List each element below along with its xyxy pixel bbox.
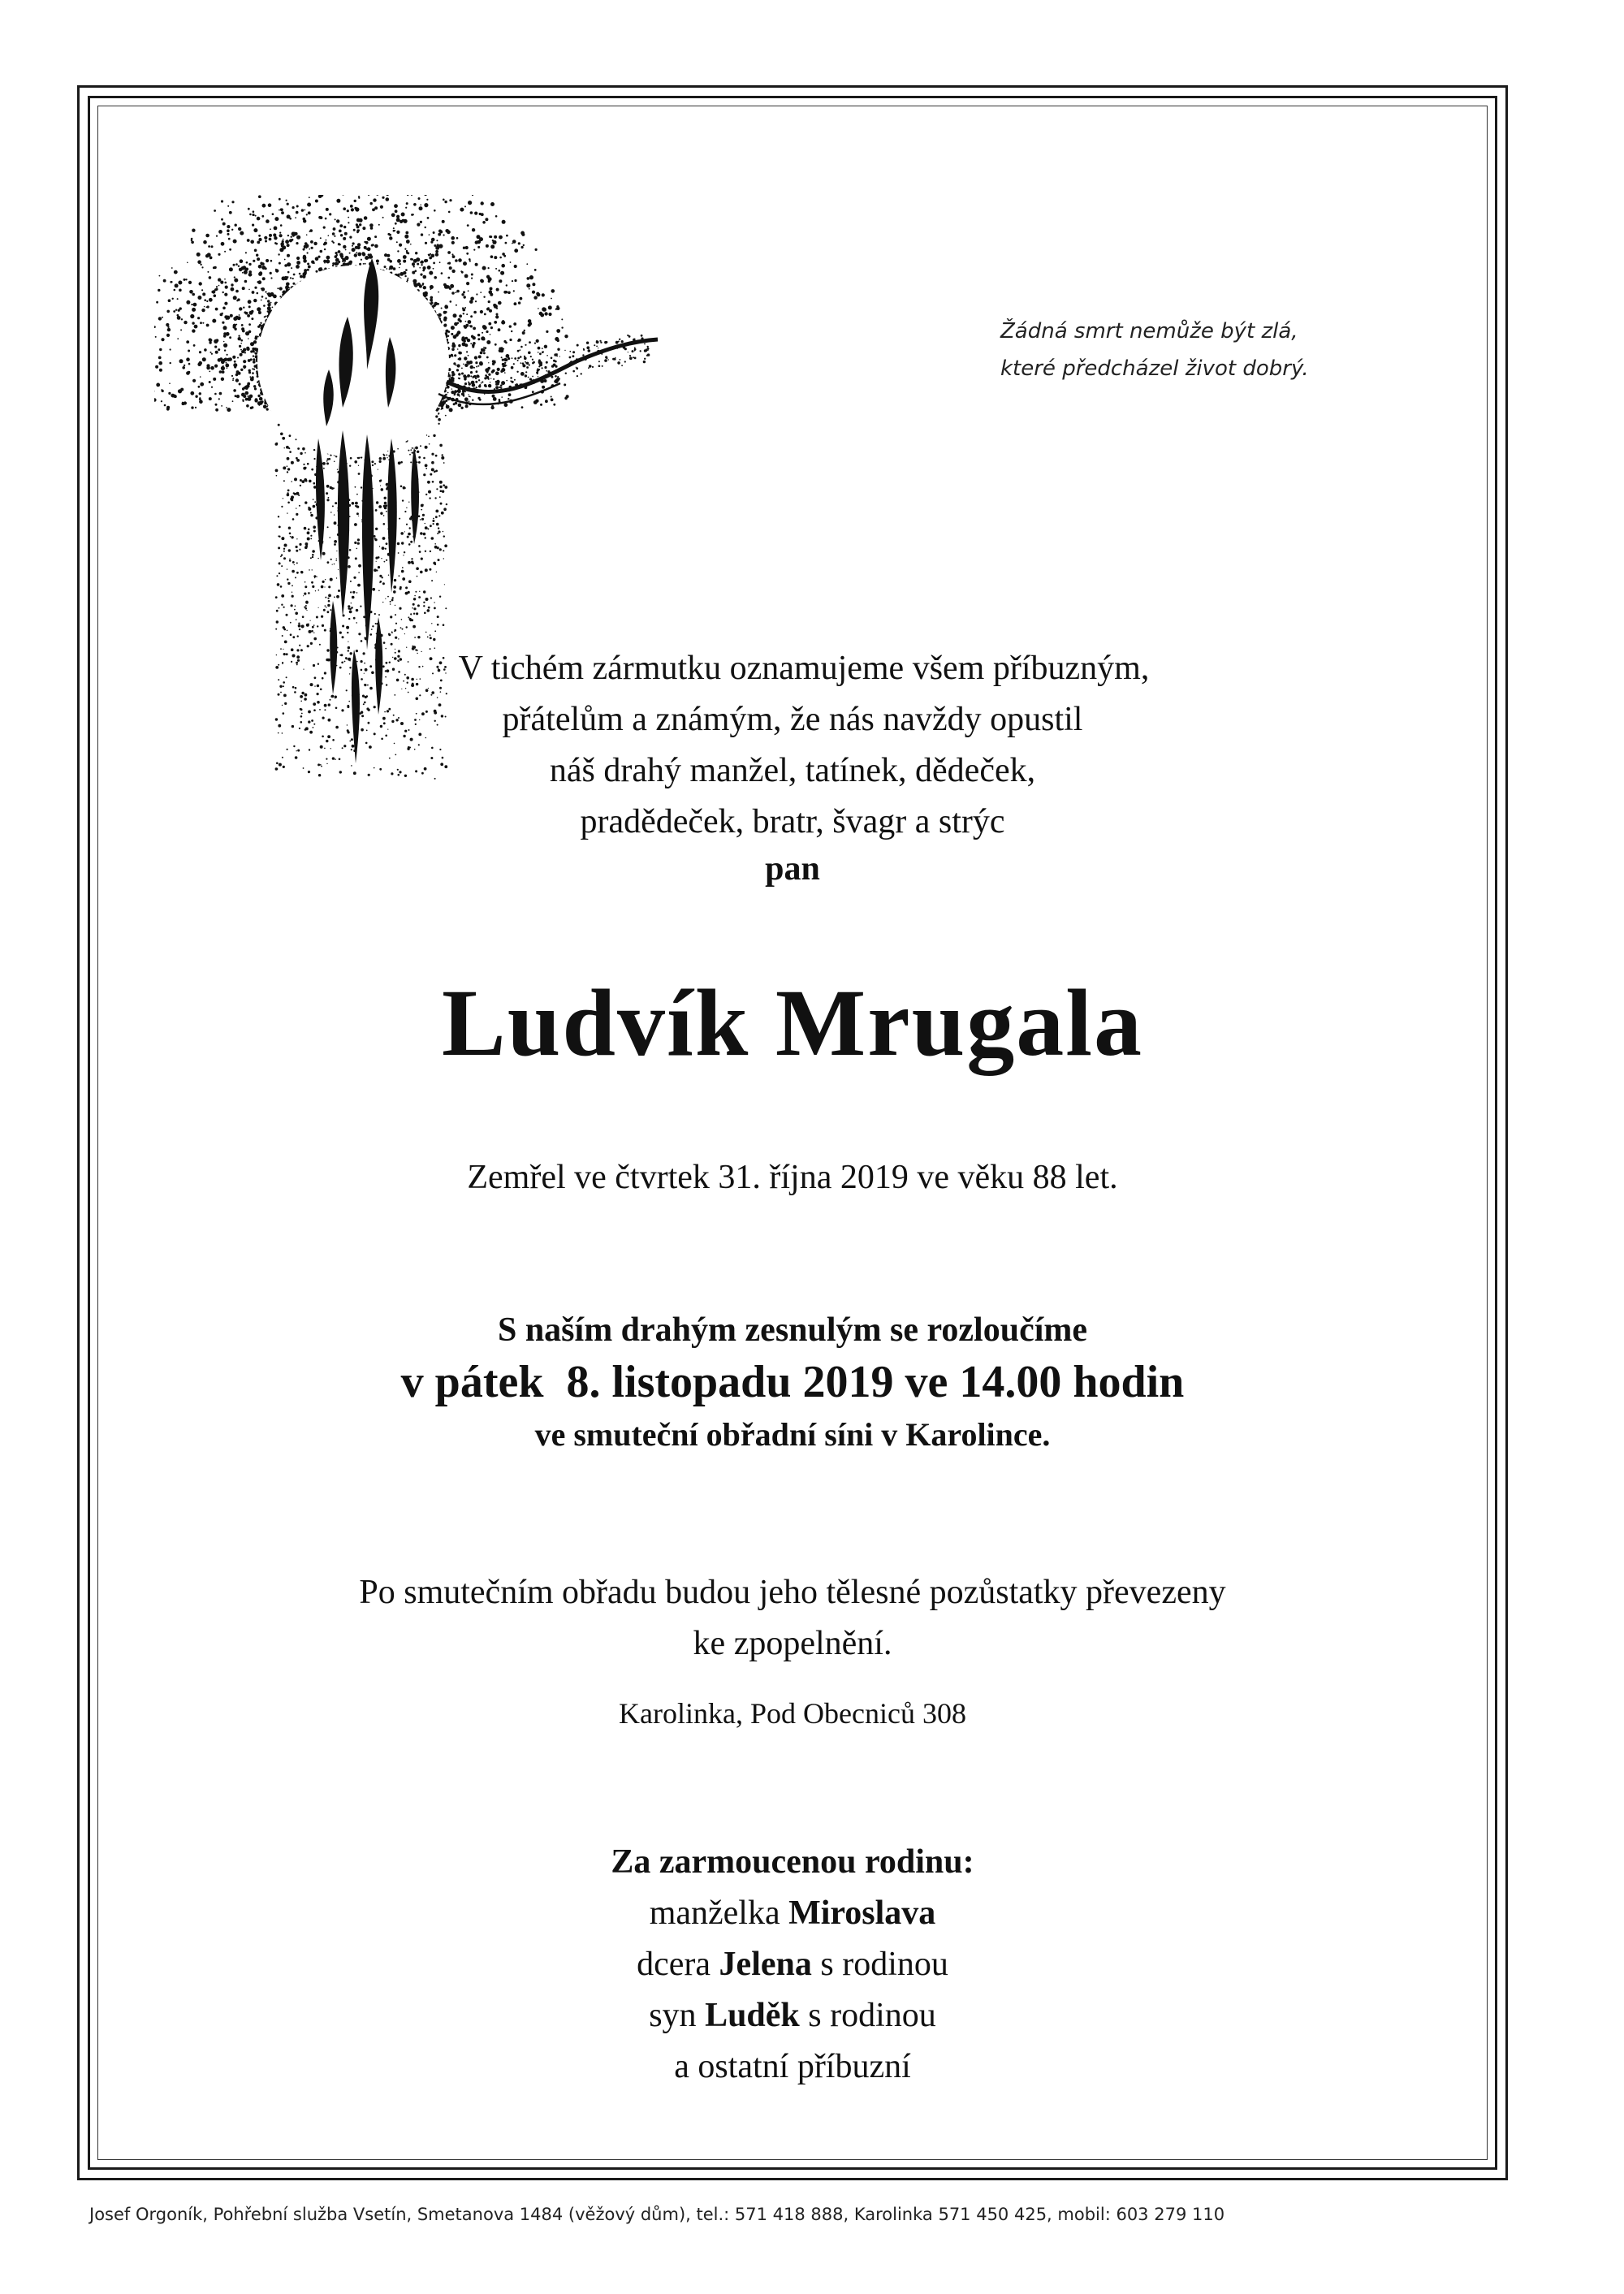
- family-heading: Za zarmoucenou rodinu:: [611, 1843, 974, 1881]
- intro-line-1: V tichém zármutku oznamujeme všem příbuzným,: [458, 650, 1150, 687]
- family-wife: [97, 1888, 1488, 1939]
- intro-text: [97, 643, 1488, 848]
- footer-funeral-service: Josef Orgoník, Pohřební služba Vsetín, Smetanova 1484 (věžový dům), tel.: 571 418 888, Karolinka 571 450 425, mobil: 603 279 110: [89, 2205, 1225, 2224]
- son-suffix: s rodinou: [808, 1997, 936, 2034]
- son-name: Luděk: [705, 1997, 800, 2034]
- family-son: [97, 1990, 1488, 2041]
- daughter-prefix: dcera: [637, 1946, 711, 1983]
- daughter-suffix: s rodinou: [820, 1946, 948, 1983]
- intro-line-3: náš drahý manžel, tatínek, dědeček,: [549, 752, 1036, 789]
- family-others: a ostatní příbuzní: [674, 2048, 911, 2085]
- farewell-place: ve smuteční obřadní síni v Karolince.: [534, 1416, 1051, 1453]
- wife-name: Miroslava: [788, 1894, 936, 1932]
- intro-line-2: přátelům a známým, že nás navždy opustil: [502, 701, 1083, 738]
- deceased-name: Ludvík Mrugala: [441, 970, 1144, 1076]
- wife-prefix: manželka: [649, 1894, 780, 1932]
- farewell-line-1: S naším drahým zesnulým se rozloučíme: [497, 1311, 1088, 1349]
- daughter-name: Jelena: [719, 1946, 812, 1983]
- quote-line-1: Žádná smrt nemůže být zlá,: [1000, 319, 1298, 343]
- son-prefix: syn: [649, 1997, 697, 2034]
- death-notice: Zemřel ve čtvrtek 31. října 2019 ve věku 88 let.: [467, 1159, 1118, 1196]
- cremation-line-2: ke zpopelnění.: [693, 1625, 892, 1662]
- family-daughter: [97, 1939, 1488, 1990]
- quote: [1000, 313, 1455, 387]
- cremation-line-1: Po smutečním obřadu budou jeho tělesné pozůstatky převezeny: [359, 1574, 1226, 1611]
- farewell-date: v pátek 8. listopadu 2019 ve 14.00 hodin: [400, 1357, 1185, 1407]
- intro-line-4: pradědeček, bratr, švagr a strýc: [580, 803, 1005, 840]
- cremation-notice: [97, 1567, 1488, 1670]
- honorific: pan: [765, 850, 820, 888]
- family-block: [97, 1837, 1488, 2093]
- quote-line-2: které předcházel život dobrý.: [1000, 356, 1309, 381]
- address: Karolinka, Pod Obecniců 308: [619, 1697, 966, 1730]
